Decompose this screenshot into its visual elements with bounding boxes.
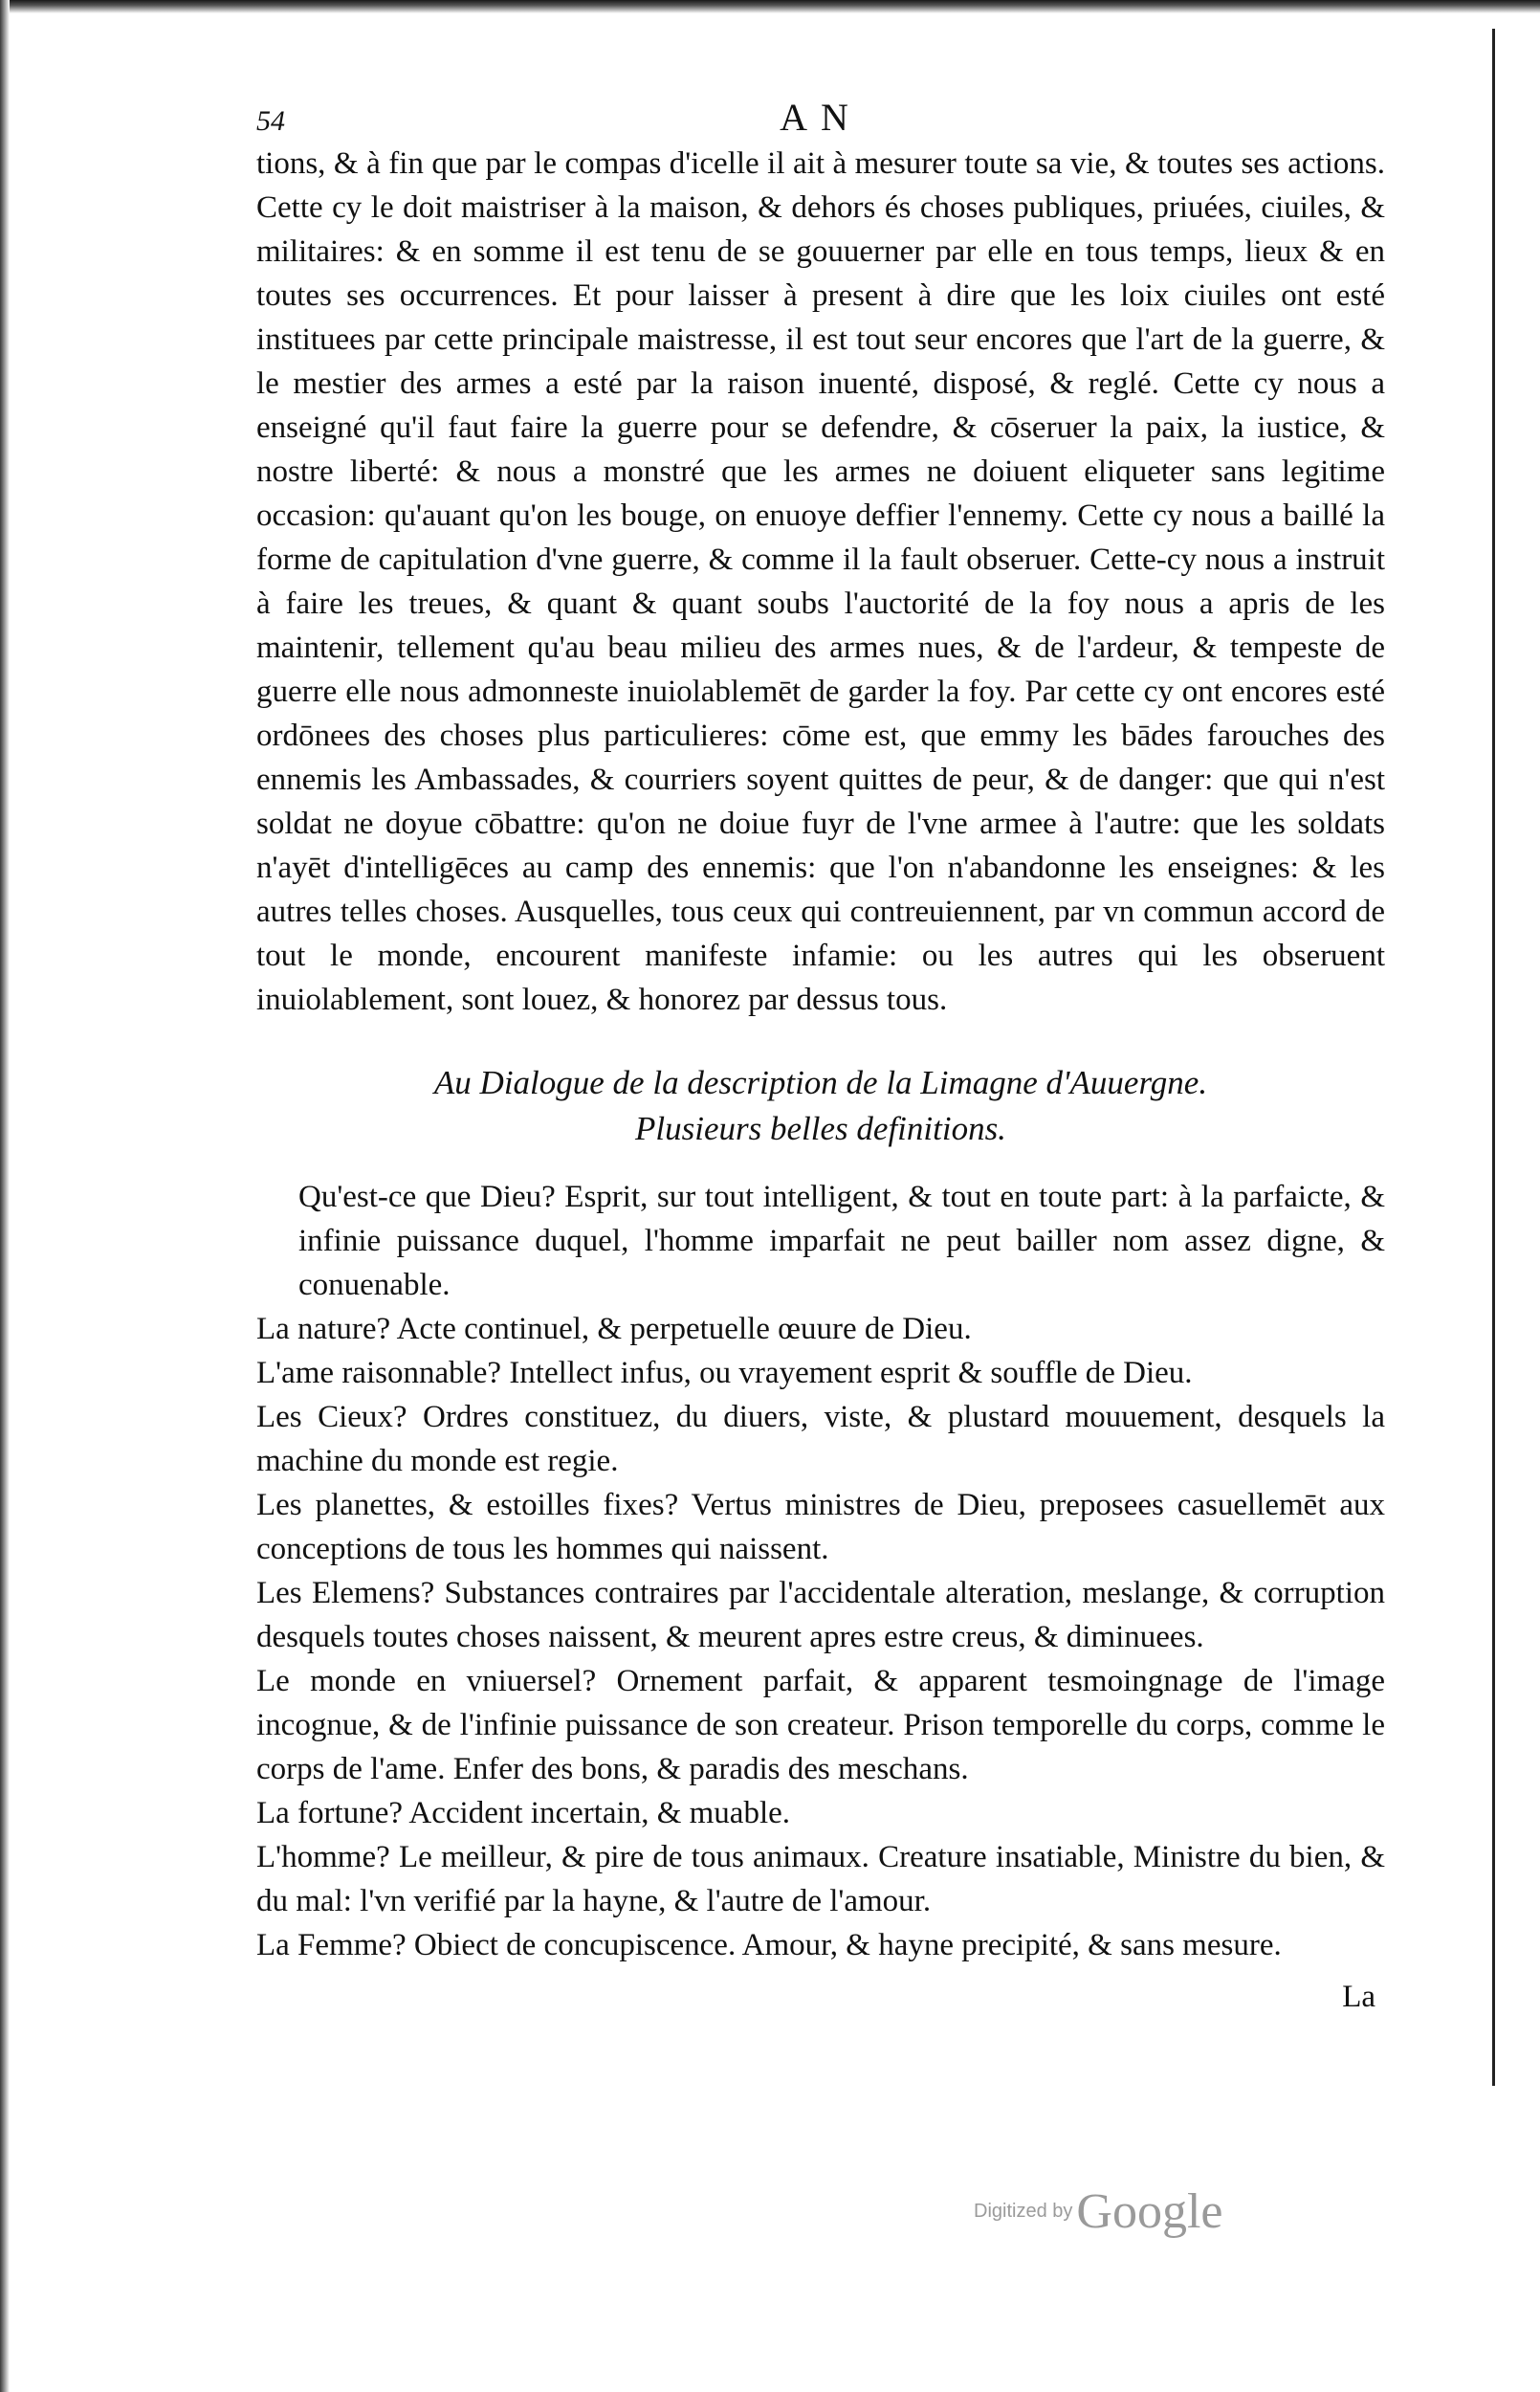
scan-edge-top: [0, 0, 1540, 13]
definition-entry: Les Elemens? Substances contraires par l'accidentale alteration, meslange, & corruption desquels toutes choses naissent, & meurent apres estre creus, & diminuees.: [256, 1576, 1385, 1654]
body-paragraph: tions, & à fin que par le compas d'icelle il ait à mesurer toute sa vie, & toutes ses actions. Cette cy le doit maistriser à la maison, & dehors és choses publiques, priuées, ciuiles, & militaires: & en somme il est tenu de se gouuerner par elle en tous temps, lieux & en toutes ses occurrences. Et pour laisser à present à dire que les loix ciuiles ont esté instituees par cette principale maistresse, il est tout seur encores que l'art de la guerre, & le mestier des armes a esté par la raison inuenté, disposé, & reglé. Cette cy nous a enseigné qu'il faut faire la guerre pour se defendre, & cōseruer la paix, la iustice, & nostre liberté: & nous a monstré que les armes ne doiuent eliqueter sans legitime occasion: qu'auant qu'on les bouge, on enuoye deffier l'ennemy. Cette cy nous a baillé la forme de capitulation d'vne guerre, & comme il la fault obseruer. Cette-cy nous a instruit à faire les treues, & quant & quant soubs l'auctorité de la foy nous a apris de les maintenir, tellement qu'au beau milieu des armes nues, & de l'ardeur, & tempeste de guerre elle nous admonneste inuiolablemēt de garder la foy. Par cette cy ont encores esté ordōnees des choses plus particulieres: cōme est, que emmy les bādes farouches des ennemis les Ambassades, & courriers soyent quittes de peur, & de danger: que qui n'est soldat ne doyue cōbattre: qu'on ne doiue fuyr de l'vne armee à l'autre: que les soldats n'ayēt d'intelligēces au camp des ennemis: que l'on n'abandonne les enseignes: & les autres telles choses. Ausquelles, tous ceux qui contreuiennent, par vn commun accord de tout le monde, encourent manifeste infamie: ou les autres qui les obseruent inuiolablement, sont louez, & honorez par dessus tous.: [256, 146, 1385, 1017]
watermark-prefix: Digitized by: [974, 2201, 1073, 2222]
definition-entry: La fortune? Accident incertain, & muable.: [256, 1796, 791, 1830]
section-heading: [256, 1060, 1385, 1152]
definition-entry: La Femme? Obiect de concupiscence. Amour, & hayne precipité, & sans mesure.: [256, 1928, 1282, 1962]
scan-edge-right: [1492, 29, 1495, 2086]
digitized-watermark: [974, 2183, 1222, 2241]
running-title: AN: [780, 96, 862, 139]
watermark-logo: Google: [1076, 2184, 1223, 2239]
book-page: [256, 96, 1385, 2019]
section-title: Au Dialogue de la description de la Limagne d'Auuergne.: [433, 1064, 1208, 1101]
catchword: La: [1342, 1980, 1375, 2014]
definition-entry: Les planettes, & estoilles fixes? Vertus ministres de Dieu, preposees casuellemēt aux conceptions de tous les hommes qui naissent.: [256, 1488, 1385, 1566]
definition-entry: La nature? Acte continuel, & perpetuelle œuure de Dieu.: [256, 1312, 972, 1346]
scan-edge-left: [0, 0, 10, 2392]
definition-entry: L'homme? Le meilleur, & pire de tous animaux. Creature insatiable, Ministre du bien, & du mal: l'vn verifié par la hayne, & l'autre de l'amour.: [256, 1840, 1385, 1918]
body-text: [256, 142, 1385, 1022]
definition-list: [256, 1175, 1385, 1967]
definition-entry: Les Cieux? Ordres constituez, du diuers, viste, & plustard mouuement, desquels la machine du monde est regie.: [256, 1400, 1385, 1478]
page-number: 54: [256, 105, 285, 137]
definition-entry: L'ame raisonnable? Intellect infus, ou vrayement esprit & souffle de Dieu.: [256, 1356, 1193, 1390]
section-subtitle: Plusieurs belles definitions.: [635, 1110, 1006, 1147]
running-head: [256, 96, 1385, 142]
definition-entry: Le monde en vniuersel? Ornement parfait, & apparent tesmoingnage de l'image incognue, & de l'infinie puissance de son createur. Prison temporelle du corps, comme le corps de l'ame. Enfer des bons, & paradis des meschans.: [256, 1664, 1385, 1786]
definition-entry: Qu'est-ce que Dieu? Esprit, sur tout intelligent, & tout en toute part: à la parfaicte, & infinie puissance duquel, l'homme imparfait ne peut bailler nom assez digne, & conuenable.: [298, 1180, 1385, 1302]
